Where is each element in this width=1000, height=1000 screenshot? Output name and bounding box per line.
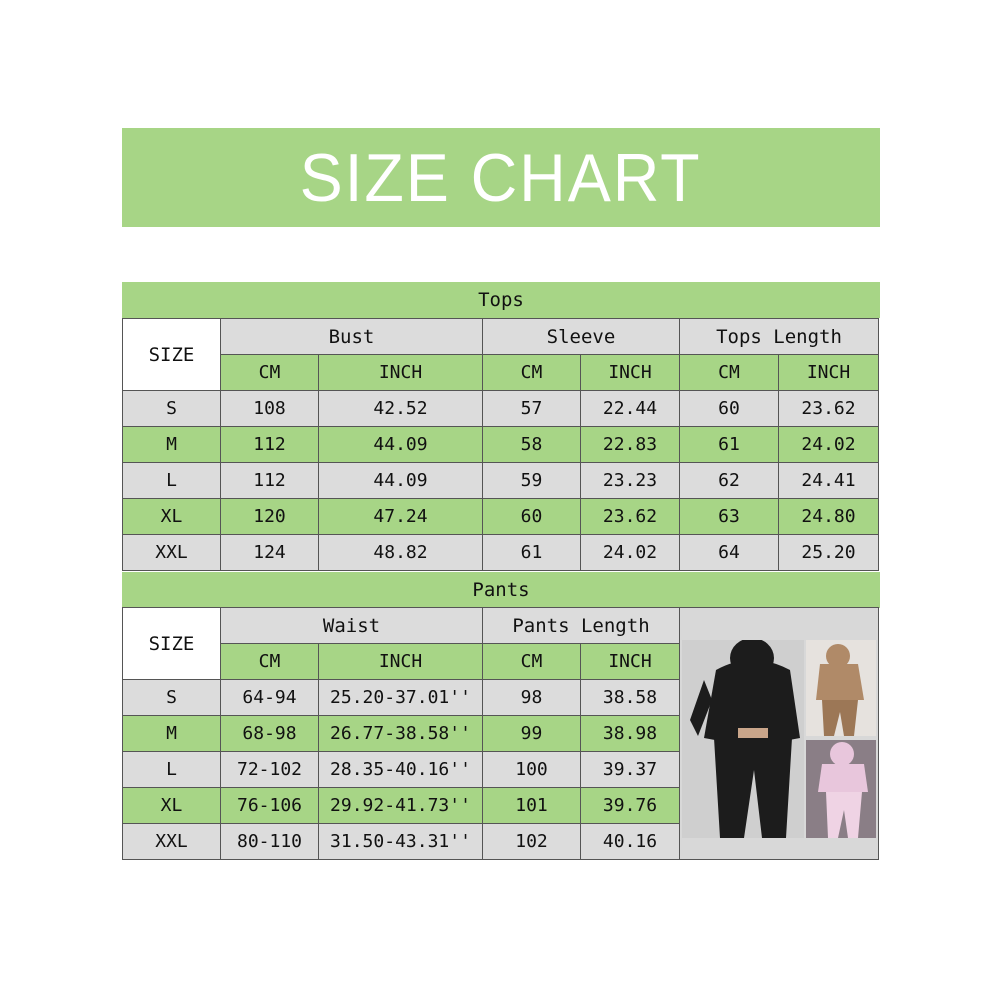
table-cell: 40.16 bbox=[581, 824, 680, 860]
table-cell: 101 bbox=[483, 788, 581, 824]
table-row bbox=[123, 535, 879, 571]
tracksuit-photo bbox=[682, 640, 876, 838]
table-cell: 25.20-37.01'' bbox=[319, 680, 483, 716]
table-cell: 64-94 bbox=[221, 680, 319, 716]
table-cell: XL bbox=[123, 788, 221, 824]
table-cell: 23.23 bbox=[581, 463, 680, 499]
unit-header: INCH bbox=[581, 355, 680, 391]
table-cell: 61 bbox=[680, 427, 779, 463]
table-cell: 26.77-38.58'' bbox=[319, 716, 483, 752]
table-cell: 61 bbox=[483, 535, 581, 571]
table-cell: 28.35-40.16'' bbox=[319, 752, 483, 788]
table-cell: 120 bbox=[221, 499, 319, 535]
unit-header: CM bbox=[221, 644, 319, 680]
table-cell: 24.02 bbox=[581, 535, 680, 571]
table-cell: 124 bbox=[221, 535, 319, 571]
table-cell: M bbox=[123, 716, 221, 752]
tops-group-length: Tops Length bbox=[680, 319, 879, 355]
table-cell: 38.58 bbox=[581, 680, 680, 716]
table-row bbox=[123, 391, 879, 427]
table-cell: 60 bbox=[483, 499, 581, 535]
table-cell: 22.83 bbox=[581, 427, 680, 463]
pants-size-header: SIZE bbox=[123, 608, 221, 680]
table-cell: 47.24 bbox=[319, 499, 483, 535]
table-cell: S bbox=[123, 391, 221, 427]
table-row bbox=[123, 499, 879, 535]
table-cell: 42.52 bbox=[319, 391, 483, 427]
unit-header: INCH bbox=[779, 355, 879, 391]
table-cell: 25.20 bbox=[779, 535, 879, 571]
tops-group-sleeve: Sleeve bbox=[483, 319, 680, 355]
table-cell: 63 bbox=[680, 499, 779, 535]
table-cell: 99 bbox=[483, 716, 581, 752]
unit-header: INCH bbox=[581, 644, 680, 680]
table-cell: M bbox=[123, 427, 221, 463]
table-cell: 59 bbox=[483, 463, 581, 499]
table-cell: 108 bbox=[221, 391, 319, 427]
table-cell: 24.41 bbox=[779, 463, 879, 499]
table-cell: 58 bbox=[483, 427, 581, 463]
table-cell: 80-110 bbox=[221, 824, 319, 860]
table-cell: 72-102 bbox=[221, 752, 319, 788]
table-cell: 24.02 bbox=[779, 427, 879, 463]
table-cell: 76-106 bbox=[221, 788, 319, 824]
tops-size-table bbox=[122, 318, 879, 571]
table-cell: S bbox=[123, 680, 221, 716]
table-row bbox=[123, 427, 879, 463]
table-cell: 44.09 bbox=[319, 463, 483, 499]
table-cell: 31.50-43.31'' bbox=[319, 824, 483, 860]
pants-group-length: Pants Length bbox=[483, 608, 680, 644]
tops-section-title: Tops bbox=[122, 282, 880, 318]
table-cell: XL bbox=[123, 499, 221, 535]
table-cell: XXL bbox=[123, 535, 221, 571]
table-cell: 29.92-41.73'' bbox=[319, 788, 483, 824]
table-cell: 112 bbox=[221, 463, 319, 499]
unit-header: INCH bbox=[319, 644, 483, 680]
table-cell: 62 bbox=[680, 463, 779, 499]
table-cell: 39.76 bbox=[581, 788, 680, 824]
pants-section-title: Pants bbox=[122, 572, 880, 608]
table-cell: 23.62 bbox=[779, 391, 879, 427]
table-cell: 57 bbox=[483, 391, 581, 427]
table-cell: 68-98 bbox=[221, 716, 319, 752]
tops-size-header: SIZE bbox=[123, 319, 221, 391]
table-cell: 23.62 bbox=[581, 499, 680, 535]
size-chart-banner bbox=[122, 128, 880, 227]
unit-header: CM bbox=[483, 644, 581, 680]
table-cell: 102 bbox=[483, 824, 581, 860]
tops-group-bust: Bust bbox=[221, 319, 483, 355]
table-cell: 22.44 bbox=[581, 391, 680, 427]
pants-group-waist: Waist bbox=[221, 608, 483, 644]
table-cell: 24.80 bbox=[779, 499, 879, 535]
unit-header: CM bbox=[483, 355, 581, 391]
unit-header: INCH bbox=[319, 355, 483, 391]
banner-title: SIZE CHART bbox=[300, 139, 702, 216]
table-cell: 60 bbox=[680, 391, 779, 427]
table-cell: 39.37 bbox=[581, 752, 680, 788]
pants-size-table bbox=[122, 607, 879, 860]
unit-header: CM bbox=[680, 355, 779, 391]
table-cell: L bbox=[123, 752, 221, 788]
table-cell: 44.09 bbox=[319, 427, 483, 463]
table-cell: 64 bbox=[680, 535, 779, 571]
product-photo-cell bbox=[680, 608, 879, 860]
table-cell: 100 bbox=[483, 752, 581, 788]
table-cell: 48.82 bbox=[319, 535, 483, 571]
table-cell: 98 bbox=[483, 680, 581, 716]
table-cell: 38.98 bbox=[581, 716, 680, 752]
table-row bbox=[123, 463, 879, 499]
table-cell: L bbox=[123, 463, 221, 499]
unit-header: CM bbox=[221, 355, 319, 391]
table-cell: XXL bbox=[123, 824, 221, 860]
table-cell: 112 bbox=[221, 427, 319, 463]
